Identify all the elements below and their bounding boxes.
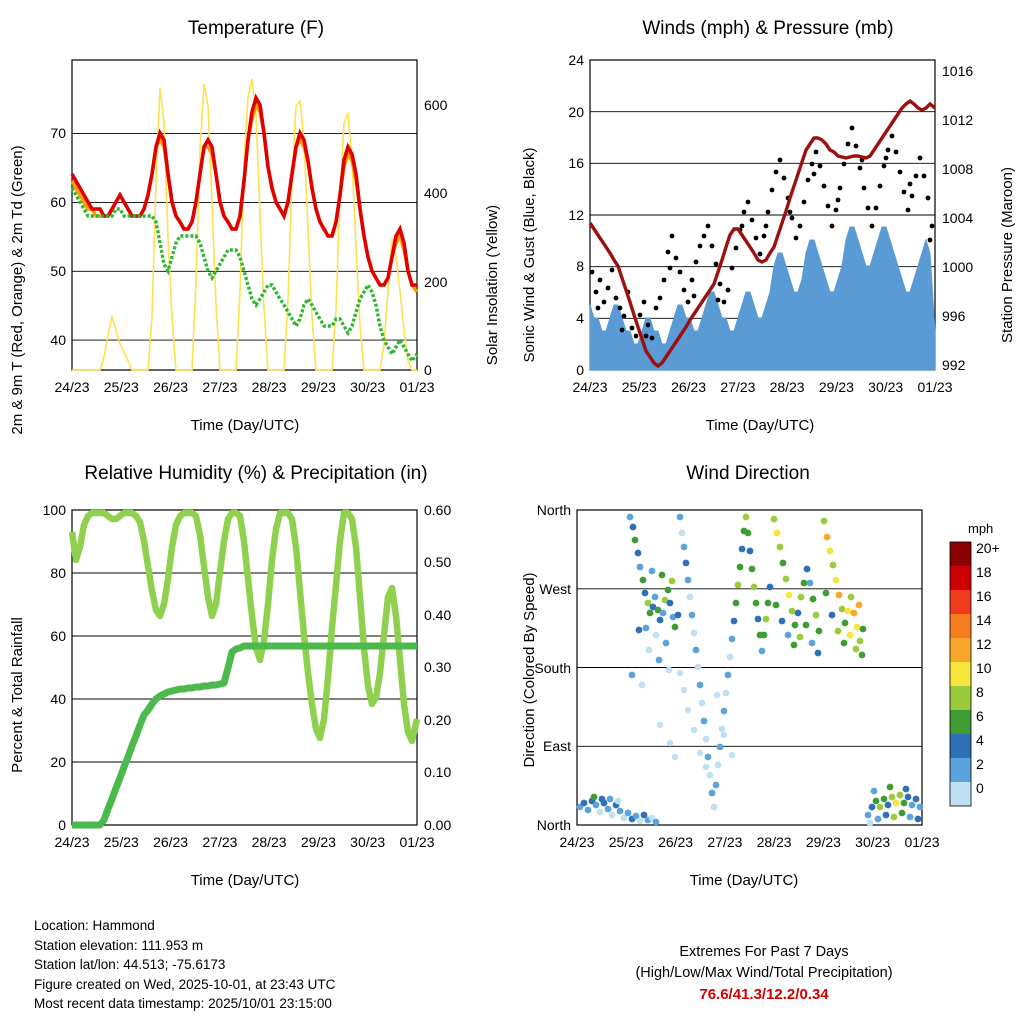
svg-text:8: 8 bbox=[576, 258, 584, 274]
svg-text:8: 8 bbox=[976, 684, 984, 700]
svg-text:26/23: 26/23 bbox=[658, 834, 694, 850]
svg-text:40: 40 bbox=[50, 332, 66, 348]
svg-text:27/23: 27/23 bbox=[720, 379, 756, 395]
svg-text:0.20: 0.20 bbox=[424, 712, 452, 728]
svg-text:0: 0 bbox=[576, 362, 584, 378]
temperature-title: Temperature (F) bbox=[187, 18, 325, 39]
svg-text:1000: 1000 bbox=[942, 259, 974, 275]
extremes-values: 76.6/41.3/12.2/0.34 bbox=[699, 986, 829, 1003]
svg-text:24: 24 bbox=[568, 52, 584, 68]
latlon-line: Station lat/lon: 44.513; -75.6173 bbox=[34, 957, 226, 972]
station-metadata bbox=[34, 916, 335, 1014]
svg-text:0: 0 bbox=[424, 362, 432, 378]
svg-text:26/23: 26/23 bbox=[153, 834, 189, 850]
svg-text:01/23: 01/23 bbox=[399, 379, 435, 395]
winds-title: Winds (mph) & Pressure (mb) bbox=[642, 18, 894, 39]
winds-plot bbox=[512, 40, 1024, 440]
temperature-ylabel-left: 2m & 9m T (Red, Orange) & 2m Td (Green) bbox=[9, 145, 26, 435]
svg-text:South: South bbox=[534, 660, 571, 676]
svg-text:18: 18 bbox=[976, 564, 992, 580]
svg-text:4: 4 bbox=[976, 732, 984, 748]
svg-text:24/23: 24/23 bbox=[54, 834, 90, 850]
svg-text:25/23: 25/23 bbox=[103, 379, 139, 395]
winddir-plot bbox=[512, 485, 1024, 905]
svg-text:28/23: 28/23 bbox=[769, 379, 805, 395]
svg-text:30/23: 30/23 bbox=[350, 834, 386, 850]
temperature-axes bbox=[50, 60, 447, 395]
svg-text:01/23: 01/23 bbox=[399, 834, 435, 850]
svg-text:12: 12 bbox=[976, 636, 992, 652]
svg-text:12: 12 bbox=[568, 207, 584, 223]
svg-text:60: 60 bbox=[50, 628, 66, 644]
svg-text:26/23: 26/23 bbox=[671, 379, 707, 395]
svg-text:30/23: 30/23 bbox=[350, 379, 386, 395]
svg-text:East: East bbox=[542, 738, 571, 754]
svg-text:0.50: 0.50 bbox=[424, 554, 452, 570]
svg-text:0.40: 0.40 bbox=[424, 607, 452, 623]
svg-text:1012: 1012 bbox=[942, 112, 974, 128]
humidity-ylabel-left: Percent & Total Rainfall bbox=[9, 617, 26, 773]
colorbar-title: mph bbox=[968, 521, 994, 536]
svg-text:0: 0 bbox=[976, 780, 984, 796]
temperature-series bbox=[72, 79, 417, 370]
winddir-colorbar bbox=[950, 521, 1000, 806]
svg-text:29/23: 29/23 bbox=[805, 834, 841, 850]
humidity-title: Relative Humidity (%) & Precipitation (in) bbox=[84, 463, 428, 484]
temperature-ylabel-right: Solar Insolation (Yellow) bbox=[484, 204, 501, 366]
winds-ylabel-left: Sonic Wind & Gust (Blue, Black) bbox=[521, 147, 538, 363]
temperature-xlabel: Time (Day/UTC) bbox=[190, 417, 300, 434]
svg-text:20: 20 bbox=[568, 104, 584, 120]
figure-created-line: Figure created on Wed, 2025-10-01, at 23:43 UTC bbox=[34, 976, 336, 992]
svg-text:0.00: 0.00 bbox=[424, 817, 452, 833]
svg-text:40: 40 bbox=[50, 691, 66, 707]
winddir-xlabel: Time (Day/UTC) bbox=[689, 872, 799, 889]
temperature-plot bbox=[0, 40, 512, 440]
panel-winds bbox=[512, 0, 1024, 440]
location-line: Location: Hammond bbox=[34, 918, 155, 933]
extremes-heading: Extremes For Past 7 Days bbox=[679, 944, 849, 960]
svg-text:600: 600 bbox=[424, 97, 448, 113]
svg-text:25/23: 25/23 bbox=[103, 834, 139, 850]
svg-text:27/23: 27/23 bbox=[707, 834, 743, 850]
extremes-subheading: (High/Low/Max Wind/Total Precipitation) bbox=[635, 965, 893, 981]
svg-text:28/23: 28/23 bbox=[251, 834, 287, 850]
svg-text:80: 80 bbox=[50, 565, 66, 581]
svg-text:6: 6 bbox=[976, 708, 984, 724]
svg-text:25/23: 25/23 bbox=[621, 379, 657, 395]
svg-text:28/23: 28/23 bbox=[756, 834, 792, 850]
svg-text:2: 2 bbox=[976, 756, 984, 772]
elevation-line: Station elevation: 111.953 m bbox=[34, 937, 204, 953]
svg-text:1004: 1004 bbox=[942, 210, 974, 226]
svg-text:28/23: 28/23 bbox=[251, 379, 287, 395]
panel-humidity bbox=[0, 455, 512, 915]
panel-wind-direction bbox=[512, 455, 1024, 915]
humidity-plot bbox=[0, 485, 512, 905]
extremes-summary bbox=[534, 942, 994, 1005]
svg-text:20+: 20+ bbox=[976, 540, 1000, 556]
svg-text:25/23: 25/23 bbox=[608, 834, 644, 850]
svg-text:1008: 1008 bbox=[942, 161, 974, 177]
svg-text:01/23: 01/23 bbox=[904, 834, 940, 850]
svg-text:01/23: 01/23 bbox=[917, 379, 953, 395]
svg-text:27/23: 27/23 bbox=[202, 834, 238, 850]
svg-text:0: 0 bbox=[58, 817, 66, 833]
svg-text:26/23: 26/23 bbox=[153, 379, 189, 395]
svg-text:30/23: 30/23 bbox=[855, 834, 891, 850]
svg-text:1016: 1016 bbox=[942, 63, 974, 79]
svg-text:400: 400 bbox=[424, 185, 448, 201]
winddir-scatter bbox=[577, 514, 924, 827]
svg-text:10: 10 bbox=[976, 660, 992, 676]
svg-text:24/23: 24/23 bbox=[559, 834, 595, 850]
svg-text:0.10: 0.10 bbox=[424, 764, 452, 780]
panel-temperature bbox=[0, 0, 512, 440]
svg-text:996: 996 bbox=[942, 308, 966, 324]
svg-text:29/23: 29/23 bbox=[300, 379, 336, 395]
svg-text:20: 20 bbox=[50, 754, 66, 770]
winds-xlabel: Time (Day/UTC) bbox=[705, 417, 815, 434]
svg-text:0.30: 0.30 bbox=[424, 659, 452, 675]
svg-text:24/23: 24/23 bbox=[54, 379, 90, 395]
svg-text:60: 60 bbox=[50, 194, 66, 210]
svg-text:14: 14 bbox=[976, 612, 992, 628]
svg-text:992: 992 bbox=[942, 357, 966, 373]
svg-text:27/23: 27/23 bbox=[202, 379, 238, 395]
svg-text:4: 4 bbox=[576, 310, 584, 326]
svg-text:24/23: 24/23 bbox=[572, 379, 608, 395]
svg-text:29/23: 29/23 bbox=[300, 834, 336, 850]
svg-text:200: 200 bbox=[424, 274, 448, 290]
svg-text:30/23: 30/23 bbox=[868, 379, 904, 395]
svg-text:70: 70 bbox=[50, 125, 66, 141]
winddir-title: Wind Direction bbox=[686, 463, 810, 484]
winddir-ylabel: Direction (Colored By Speed) bbox=[521, 572, 538, 768]
svg-text:16: 16 bbox=[568, 155, 584, 171]
svg-text:16: 16 bbox=[976, 588, 992, 604]
humidity-xlabel: Time (Day/UTC) bbox=[190, 872, 300, 889]
svg-text:West: West bbox=[539, 581, 571, 597]
winds-series bbox=[590, 101, 935, 370]
svg-text:100: 100 bbox=[42, 502, 66, 518]
recent-data-line: Most recent data timestamp: 2025/10/01 23:15:00 bbox=[34, 996, 332, 1011]
svg-text:29/23: 29/23 bbox=[818, 379, 854, 395]
humidity-series bbox=[72, 513, 417, 825]
svg-text:North: North bbox=[536, 817, 571, 833]
svg-text:50: 50 bbox=[50, 263, 66, 279]
svg-text:0.60: 0.60 bbox=[424, 502, 452, 518]
winds-ylabel-right: Station Pressure (Maroon) bbox=[999, 167, 1016, 343]
svg-text:North: North bbox=[536, 502, 571, 518]
